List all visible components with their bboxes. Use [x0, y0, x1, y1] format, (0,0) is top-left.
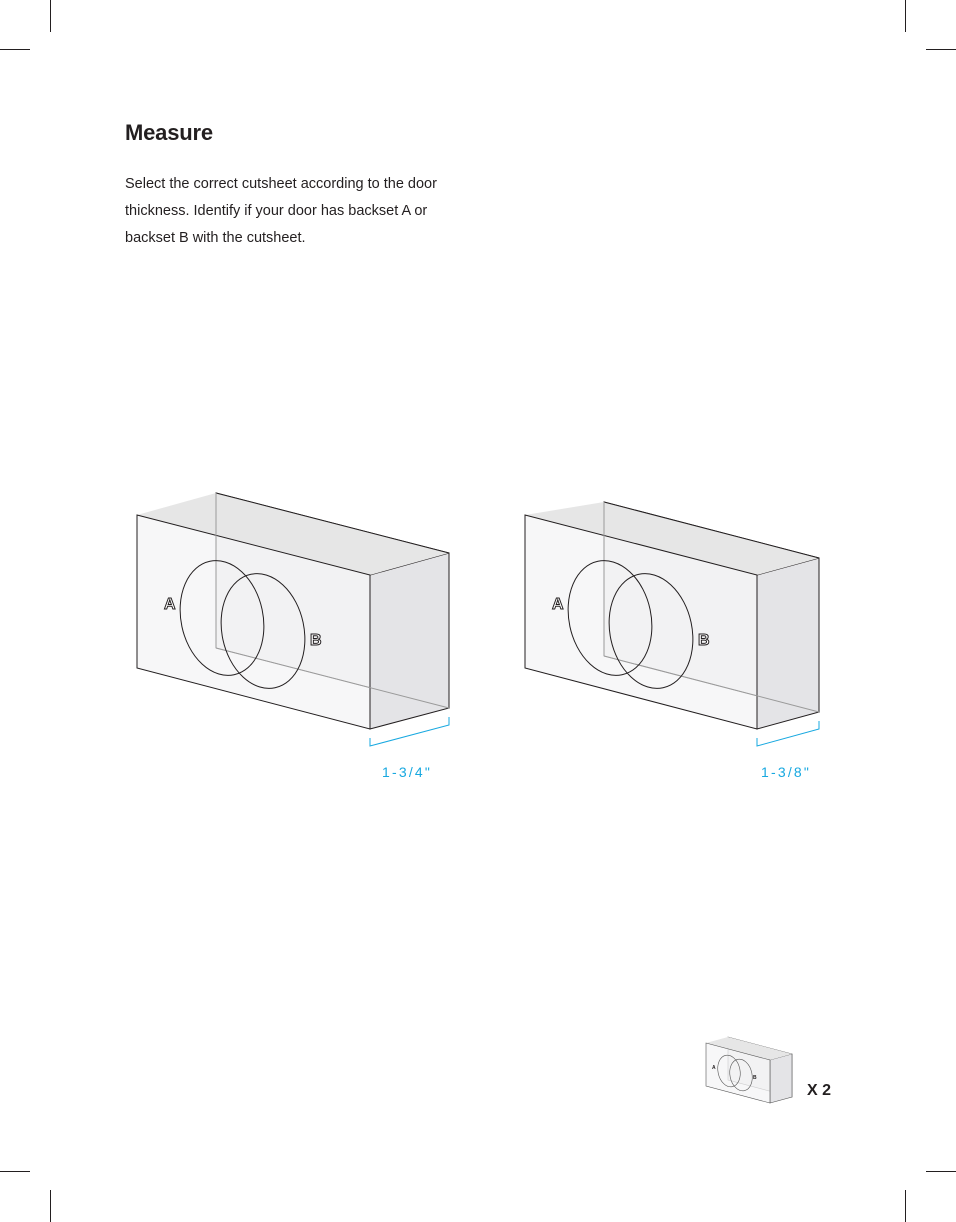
thickness-label-1-3-4: 1-3/4" [382, 764, 433, 780]
icon-label-b: B [753, 1075, 757, 1081]
page-title: Measure [125, 120, 213, 145]
instructions-text: Select the correct cutsheet according to the door thickness. Identify if your door has backset A or backset B with the cutsheet. [125, 176, 437, 246]
backset-b-label: B [310, 632, 322, 649]
backset-a-label: A [164, 596, 176, 613]
backset-a-label: A [552, 596, 564, 613]
thickness-label-1-3-8: 1-3/8" [761, 764, 812, 780]
backset-b-label: B [698, 632, 710, 649]
quantity-label: X 2 [807, 1082, 832, 1099]
icon-label-a: A [712, 1065, 716, 1071]
